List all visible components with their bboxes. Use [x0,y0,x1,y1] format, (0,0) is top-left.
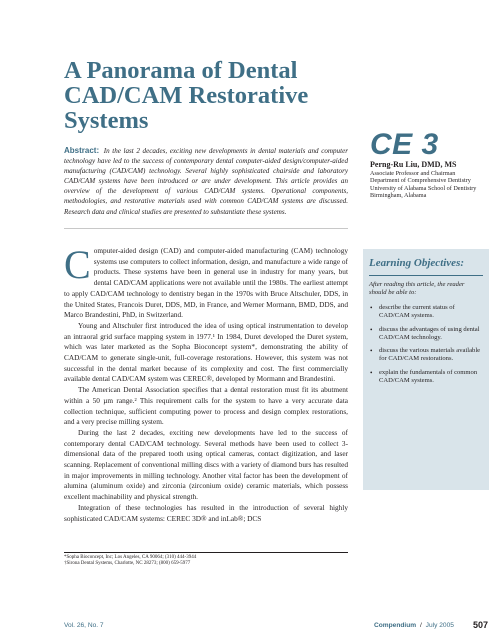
objective-text: describe the current status of CAD/CAM systems. [379,304,455,320]
objective-text: discuss the advantages of using dental CAD/CAM technology. [379,325,480,341]
title-line-3: Systems [64,107,149,134]
article-title [64,58,324,133]
bullet-icon: • [370,325,373,334]
body-paragraph-1 [64,242,348,321]
learning-objectives-title: Learning Objectives: [369,257,465,269]
body-paragraph-1-text: omputer-aided design (CAD) and computer-aided manufacturing (CAM) technology systems use computers to collect information, design, and manufacture a wide range of products. These systems have been in general use in industry for many years, but dental CAD/CAM applications were not available until the 1980s. The earliest attempt to apply CAD/CAM technology to dentistry began in the 1970s with Bruce Altschuler, DDS, in the United States, Francois Duret, DDS, MD, in France, and Werner Mormann, BMD, DDS, and Marco Brandestini, PhD, in Switzerland. [64,246,348,320]
body-paragraph-3: The American Dental Association specifies that a dental restoration must fit its abutment within a 50 µm range.² This requirement calls for the system to have a very accurate data collection technique, sufficient computing power to process and design complex restorations, and a very precise milling system. [64,385,348,427]
author-affiliation-3: University of Alabama School of Dentistry [370,184,477,192]
footnotes [64,552,348,567]
objective-text: discuss the various materials available for CAD/CAM restorations. [379,347,481,363]
issue-date: July 2005 [425,622,454,629]
author-block [370,160,490,200]
author-affiliation-2: Department of Comprehensive Dentistry [370,177,471,185]
journal-info [374,622,454,629]
author-affiliation-1: Associate Professor and Chairman [370,170,456,177]
learning-objectives-intro: After reading this article, the reader should be able to: [369,281,465,297]
title-line-2: CAD/CAM Restorative [64,82,309,109]
abstract [64,146,348,217]
objective-item [369,347,485,364]
learning-objectives-list [369,304,485,390]
objective-item [369,369,485,386]
title-line-1: A Panorama of Dental [64,57,298,84]
learning-objectives-rule [369,275,483,276]
abstract-text: In the last 2 decades, exciting new developments in dental materials and computer technology have led to the success of contemporary dental computer-aided design/computer-aided manufacturing (CAD/CAM) technology. Several highly sophisticated chairside and laboratory CAD/CAM systems have been introduced or are under development. This article provides an overview of the development of various CAD/CAM systems. Operational components, methodologies, and restorative materials used with common CAD/CAM systems are discussed. Research data and clinical studies are presented to substantiate these systems. [64,147,348,216]
ce-label: CE 3 [370,128,439,161]
abstract-label: Abstract: [64,146,100,155]
page-footer [64,621,488,633]
volume-issue: Vol. 26, No. 7 [64,622,104,629]
footnote-2: †Sirona Dental Systems, Charlotte, NC 28273; (800) 659-5977 [64,561,191,567]
objective-text: explain the fundamentals of common CAD/CAM systems. [379,368,478,385]
body-paragraph-2: Young and Altschuler first introduced the idea of using optical instrumentation to develop an intraoral grid surface mapping system in 1977.¹ In 1984, Duret developed the Duret system, which was later marketed as the Sopha Bioconcept system*, demonstrating the ability of CAD/CAM to generate single-unit, full-coverage restorations. However, this system was not successful in the dental market because of its complexity and cost. The first commercially available dental CAD/CAM system was CEREC®, developed by Mormann and Brandestini. [64,320,348,384]
journal-name: Compendium [374,622,417,629]
bullet-icon: • [370,304,373,312]
bullet-icon: • [370,368,373,377]
page-number: 507 [472,620,488,630]
author-name: Perng-Ru Liu, DMD, MS [370,160,457,169]
footnote-1: *Sopha Bioconcept, Inc; Los Angeles, CA 90064; (310) 444-3944 [64,555,197,560]
bullet-icon: • [370,347,373,356]
article-body [64,242,348,524]
body-paragraph-5: Integration of these technologies has resulted in the introduction of several highly sophisticated CAD/CAM systems: CEREC 3D® and inLab®; DCS [64,502,348,523]
objective-item [369,326,485,343]
journal-separator: / [419,622,422,629]
page-top-bar [0,0,495,12]
drop-cap: C [64,242,91,287]
objective-item [369,304,485,321]
section-divider [64,228,348,229]
body-paragraph-4: During the last 2 decades, exciting new developments have led to the success of contemporary dental CAD/CAM technology. Several methods have been used to collect 3-dimensional data of the prepared tooth using optical cameras, contact digitization, and laser scanning. Replacement of conventional milling discs with a variety of diamond burs has resulted in major improvements in milling technology. Another vital factor has been the development of alumina (aluminum oxide) and zirconia (zirconium oxide) ceramic materials, which possess excellent machinability and physical strength. [64,427,348,502]
author-affiliation-4: Birmingham, Alabama [370,192,427,200]
